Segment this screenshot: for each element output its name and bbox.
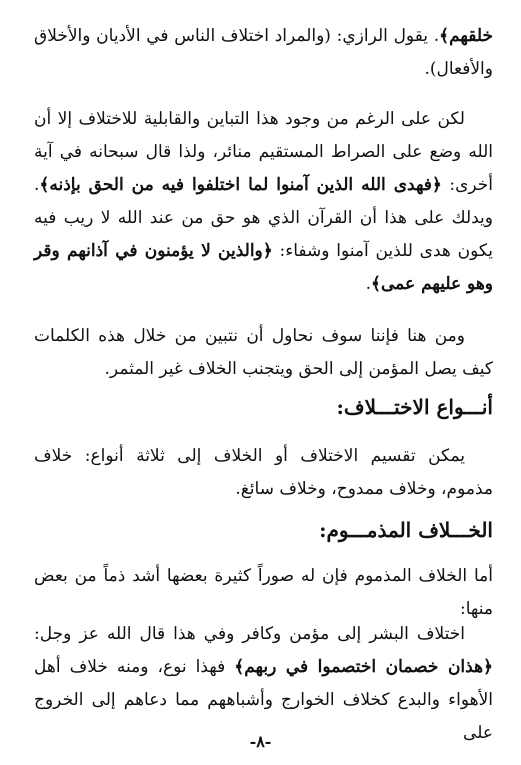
quran-quote: ﴿فهدى الله الذين آمنوا لما اختلفوا فيه من الحق بإذنه﴾: [39, 175, 442, 195]
paragraph-types: [34, 440, 493, 506]
paragraph-blameworthy: [34, 560, 493, 626]
section-heading-blameworthy: الخـــلاف المذمـــوم:: [319, 518, 493, 542]
paragraph-text: ومن هنا فإننا سوف نحاول أن نتبين من خلال هذه الكلمات كيف يصل المؤمن إلى الحق ويتجنب الخلاف غير المثمر.: [34, 326, 493, 379]
paragraph-guidance: [34, 103, 493, 301]
paragraph-text-span: لكن على الرغم من وجود هذا التباين والقابلية للاختلاف إلا أن الله وضع على الصراط المستقيم منائر، ولذا قال سبحانه في آية أخرى:: [34, 109, 493, 195]
paragraph-intent: [34, 320, 493, 386]
section-heading-types: أنـــواع الاختـــلاف:: [336, 395, 493, 419]
paragraph-text-span: .: [365, 274, 372, 294]
paragraph-text: أما الخلاف المذموم فإن له صوراً كثيرة بعضها أشد ذماً من بعض منها:: [34, 566, 493, 619]
paragraph-believer-disbeliever: [34, 618, 493, 750]
paragraph-text: يمكن تقسيم الاختلاف أو الخلاف إلى ثلاثة أنواع: خلاف مذموم، وخلاف ممدوح، وخلاف سائغ.: [34, 446, 493, 499]
paragraph-text: [34, 20, 493, 86]
quran-quote-end: خلقهم﴾: [439, 26, 493, 46]
paragraph-text: [34, 618, 493, 750]
page-number: -٨-: [249, 732, 272, 751]
paragraph-text-span: . يقول الرازي: (والمراد اختلاف الناس في الأديان والأخلاق والأفعال).: [34, 26, 493, 79]
paragraph-text-span: . ويدلك على هذا أن القرآن الذي هو حق من عند الله لا ريب فيه يكون هدى للذين آمنوا وشفاء:: [34, 175, 493, 261]
paragraph-razi-quote: [34, 20, 493, 86]
paragraph-text: [34, 103, 493, 301]
paragraph-text-span: اختلاف البشر إلى مؤمن وكافر وفي هذا قال الله عز وجل:: [34, 624, 465, 644]
paragraph-text-span: فهذا نوع، ومنه خلاف أهل الأهواء والبدع كخلاف الخوارج وأشباههم مما دعاهم إلى الخروج على: [34, 657, 493, 743]
quran-quote: ﴿هذان خصمان اختصموا في ربهم﴾: [234, 657, 493, 677]
quran-quote: ﴿والذين لا يؤمنون في آذانهم وقر وهو عليهم عمى﴾: [34, 241, 493, 294]
